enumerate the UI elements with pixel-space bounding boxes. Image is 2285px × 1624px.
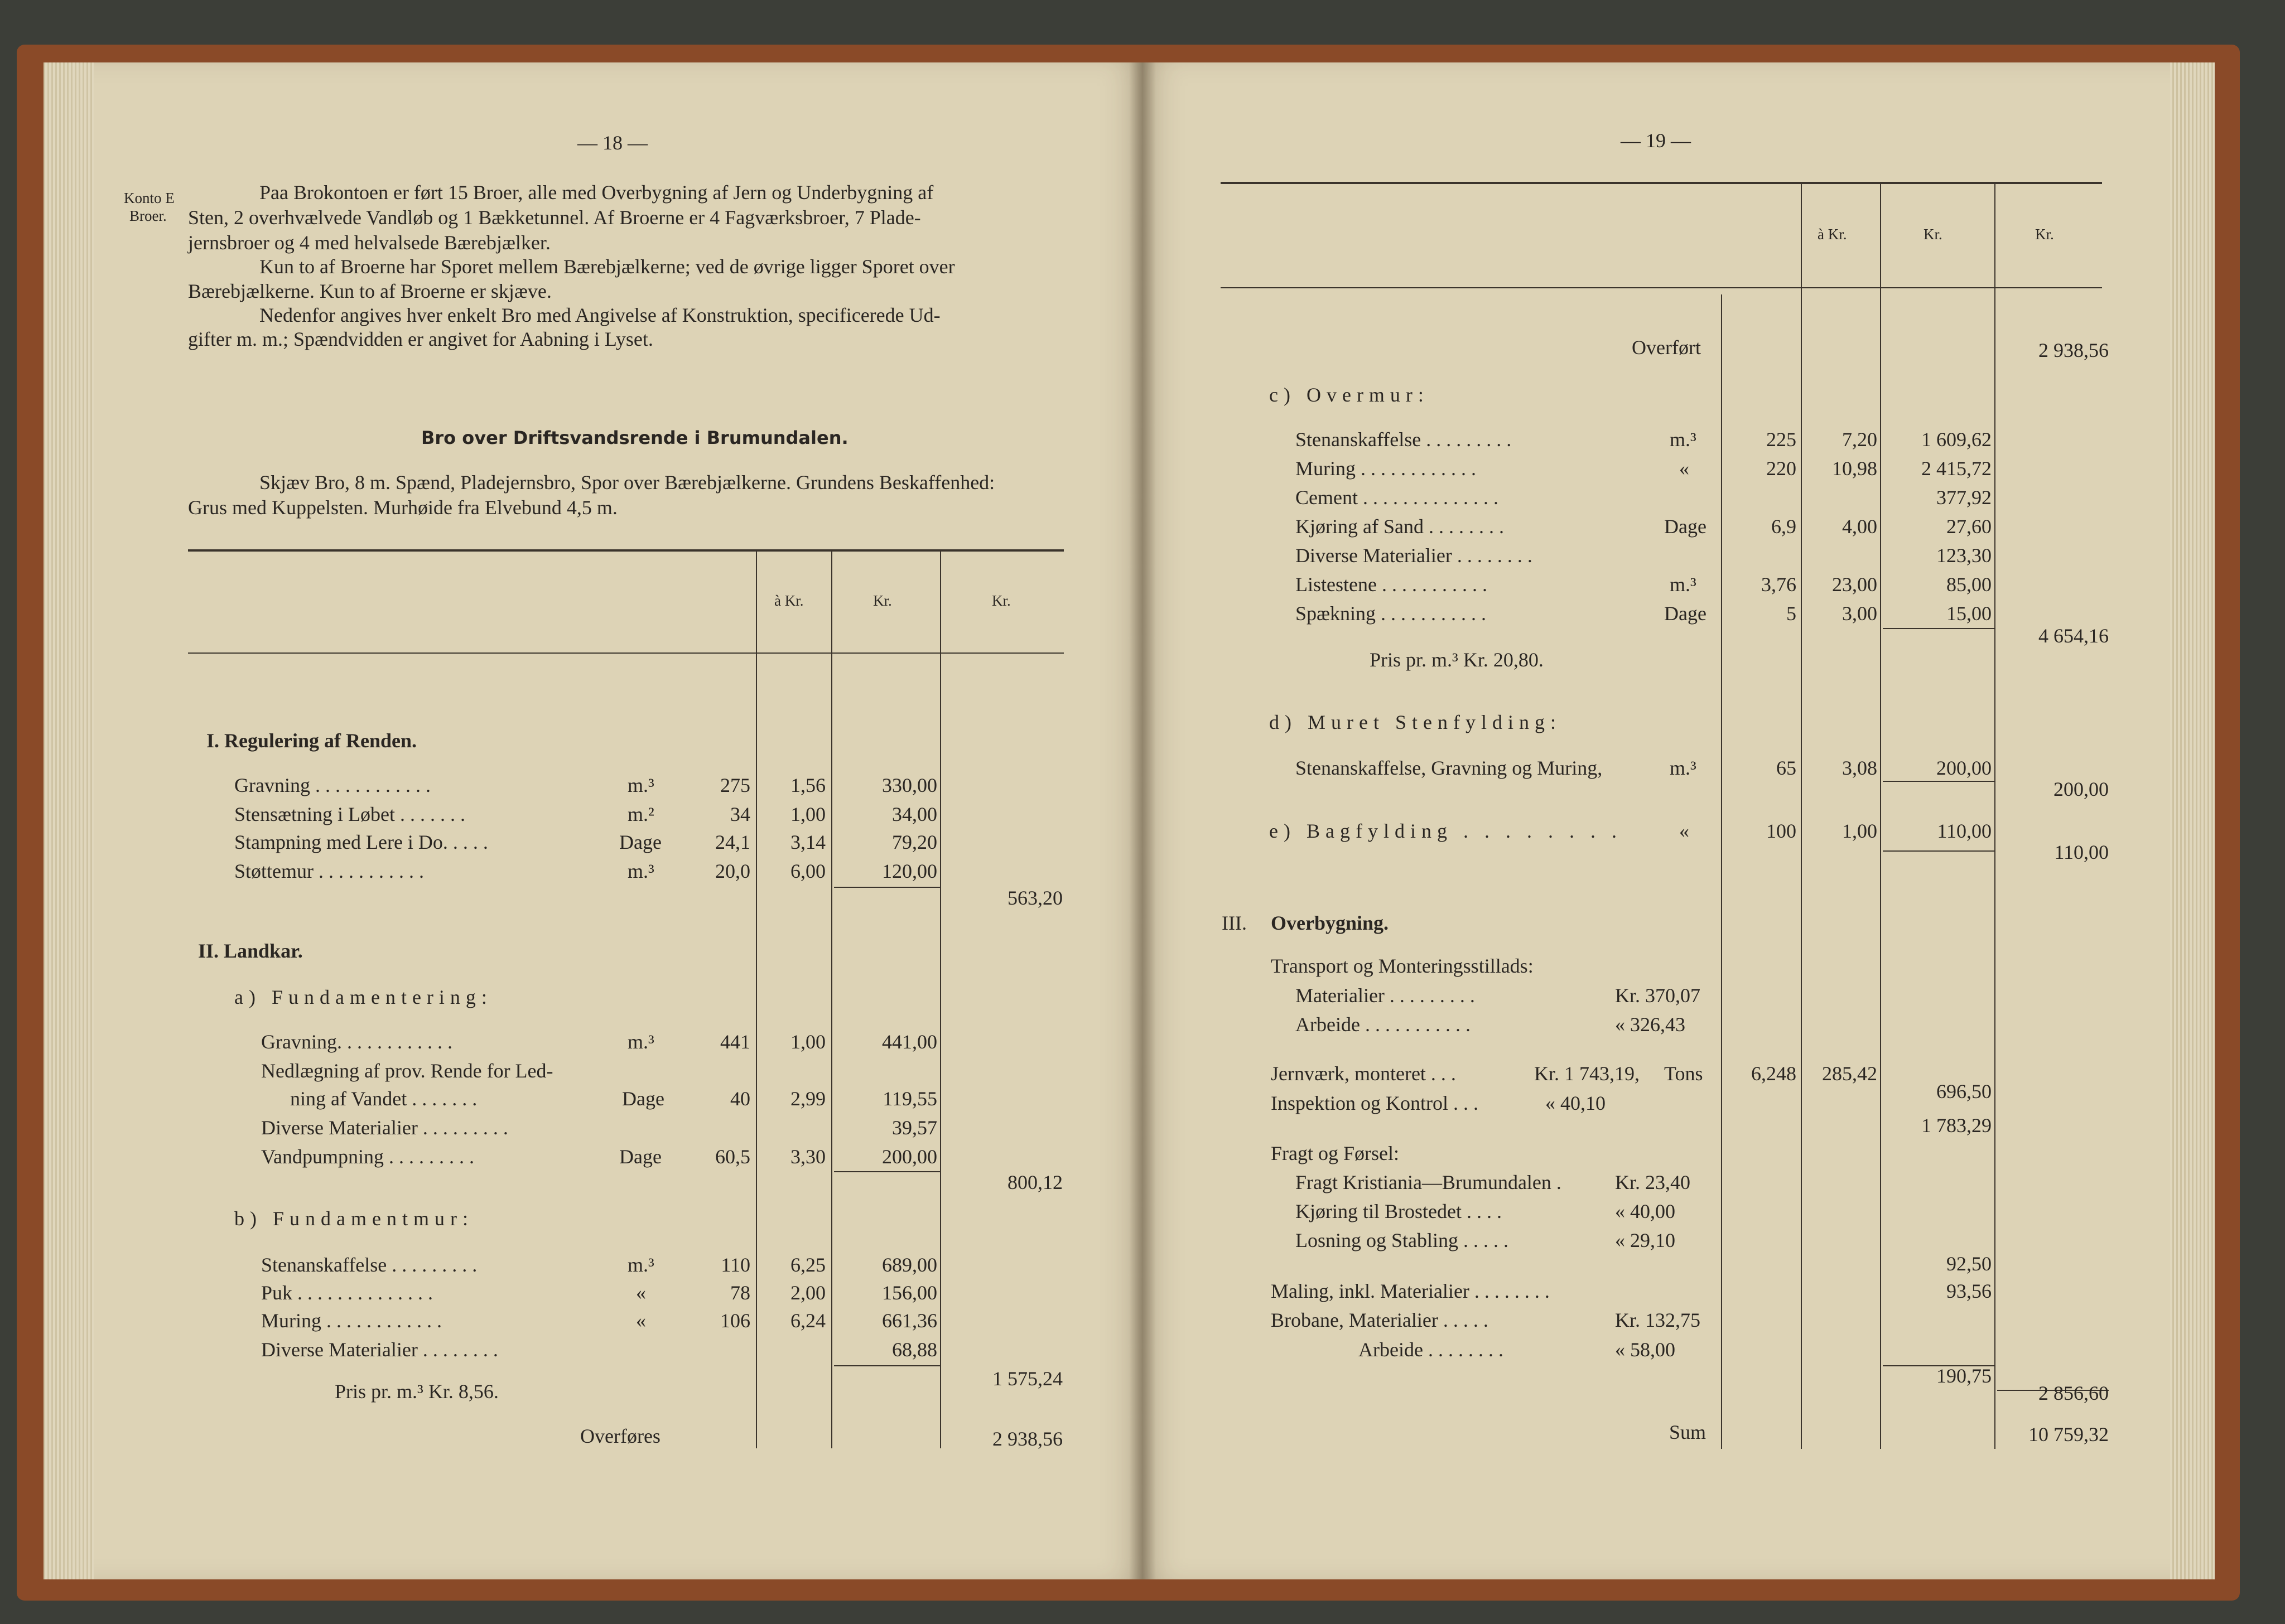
item-amount: 661,36: [882, 1309, 937, 1332]
column-rule: [1880, 183, 1881, 1449]
item-label: Vandpumpning . . . . . . . . .: [261, 1146, 474, 1168]
item-label: Cement . . . . . . . . . . . . . .: [1295, 486, 1498, 509]
section-number: III.: [1222, 912, 1247, 934]
intro-line: Nedenfor angives hver enkelt Bro med Angivelse af Konstruktion, specificerede Ud-: [259, 304, 941, 326]
item-price: 10,98: [1832, 457, 1877, 480]
column-rule: [1994, 183, 1995, 1449]
sum-label: Sum: [1669, 1421, 1706, 1443]
item-unit: Tons: [1664, 1062, 1703, 1085]
section-title: Bro over Driftsvandsrende i Brumundalen.: [421, 427, 849, 448]
table-header-rule: [1221, 287, 2102, 288]
subtotal-rule: [1883, 781, 1994, 782]
item-price: 23,00: [1832, 573, 1877, 596]
item-subamount: « 29,10: [1615, 1229, 1675, 1251]
item-label: Kjøring til Brostedet . . . .: [1295, 1200, 1502, 1222]
item-label: Gravning. . . . . . . . . . . .: [261, 1031, 452, 1053]
bridge-description: Grus med Kuppelsten. Murhøide fra Elvebund 4,5 m.: [188, 496, 618, 519]
table-top-rule: [1221, 182, 2102, 184]
subtotal: 563,20: [1007, 887, 1063, 909]
item-subamount: « 326,43: [1615, 1013, 1685, 1036]
subsection-heading: a) Fundamentering:: [234, 986, 493, 1008]
subtotal: 4 654,16: [2038, 625, 2109, 647]
intro-line: jernsbroer og 4 med helvalsede Bærebjælker.: [188, 231, 551, 254]
subtotal-rule: [834, 887, 940, 888]
column-rule: [1721, 294, 1722, 1449]
left-page-edges: [44, 62, 94, 1579]
item-label: Brobane, Materialier . . . . .: [1271, 1309, 1488, 1331]
subtotal-rule: [834, 1171, 940, 1172]
column-rule: [1801, 183, 1802, 1449]
item-price: 1,00: [790, 1031, 826, 1053]
item-amount: 1 609,62: [1921, 428, 1992, 451]
item-amount: 68,88: [892, 1338, 937, 1361]
item-label: Stenanskaffelse . . . . . . . . .: [261, 1254, 478, 1276]
item-price: 6,25: [790, 1254, 826, 1276]
item-amount: 156,00: [882, 1282, 937, 1304]
item-price: 4,00: [1842, 515, 1877, 538]
item-price: 6,24: [790, 1309, 826, 1332]
item-unit: m.³: [1670, 573, 1696, 596]
item-qty: 110: [721, 1254, 750, 1276]
group-total: 696,50: [1936, 1080, 1992, 1103]
item-label: Muring . . . . . . . . . . . .: [1295, 457, 1476, 480]
item-unit: «: [636, 1309, 646, 1332]
group-heading: Fragt og Førsel:: [1271, 1142, 1399, 1164]
section-heading: I. Regulering af Renden.: [206, 729, 417, 752]
item-amount: 27,60: [1946, 515, 1992, 538]
group-total: 1 783,29: [1921, 1114, 1992, 1137]
sum-value: 10 759,32: [2028, 1423, 2109, 1446]
item-label: Diverse Materialier . . . . . . . .: [261, 1338, 498, 1361]
header-amount: Kr.: [873, 592, 892, 609]
item-qty: 78: [730, 1282, 750, 1304]
subsection-heading: c) Overmur:: [1269, 384, 1429, 406]
item-label: Gravning . . . . . . . . . . . .: [234, 774, 431, 796]
table-top-rule: [188, 549, 1064, 552]
item-price: 285,42: [1822, 1062, 1877, 1085]
item-price: 1,00: [1842, 820, 1877, 842]
group-total: 92,50: [1946, 1253, 1992, 1275]
item-price: 7,20: [1842, 428, 1877, 451]
item-unit: Dage: [619, 831, 662, 853]
item-label: Diverse Materialier . . . . . . . . .: [261, 1116, 508, 1139]
item-amount: 34,00: [892, 803, 937, 825]
item-qty: 106: [720, 1309, 750, 1332]
item-unit: m.³: [1670, 428, 1696, 451]
page-number: — 19 —: [1621, 129, 1691, 152]
item-qty: 5: [1786, 602, 1796, 625]
item-subamount: « 40,00: [1615, 1200, 1675, 1222]
item-amount: 110,00: [1937, 820, 1992, 842]
header-unit-price: à Kr.: [774, 592, 804, 609]
item-label: Inspektion og Kontrol . . .: [1271, 1092, 1478, 1114]
item-subamount: Kr. 23,40: [1615, 1171, 1690, 1193]
item-qty: 225: [1766, 428, 1796, 451]
item-unit: «: [1679, 457, 1689, 480]
item-qty: 6,9: [1771, 515, 1796, 538]
item-amount: 79,20: [892, 831, 937, 853]
item-amount: 441,00: [882, 1031, 937, 1053]
item-label: Listestene . . . . . . . . . . .: [1295, 573, 1487, 596]
item-label: Spækning . . . . . . . . . . .: [1295, 602, 1487, 625]
item-subamount: Kr. 1 743,19,: [1534, 1062, 1640, 1085]
subtotal-rule: [834, 1365, 940, 1366]
item-label: Puk . . . . . . . . . . . . . .: [261, 1282, 433, 1304]
item-subamount: « 40,10: [1545, 1092, 1606, 1114]
item-qty: 3,76: [1761, 573, 1796, 596]
item-label: Støttemur . . . . . . . . . . .: [234, 860, 424, 882]
header-total: Kr.: [992, 592, 1011, 609]
item-qty: 441: [720, 1031, 750, 1053]
item-qty: 100: [1766, 820, 1796, 842]
item-label: Diverse Materialier . . . . . . . .: [1295, 544, 1532, 567]
item-label: Jernværk, monteret . . .: [1271, 1062, 1456, 1085]
item-subamount: « 58,00: [1615, 1338, 1675, 1361]
item-unit: m.³: [628, 860, 654, 882]
subsection-heading: b) Fundamentmur:: [234, 1207, 474, 1230]
item-qty: 60,5: [715, 1146, 750, 1168]
item-unit: m.³: [628, 1031, 654, 1053]
item-amount: 119,55: [883, 1088, 937, 1110]
item-unit: Dage: [1664, 602, 1706, 625]
carry-forward-value: 2 938,56: [992, 1428, 1063, 1450]
price-note: Pris pr. m.³ Kr. 8,56.: [335, 1380, 499, 1403]
item-price: 6,00: [790, 860, 826, 882]
item-subamount: Kr. 132,75: [1615, 1309, 1700, 1331]
table-header-rule: [188, 652, 1064, 654]
column-rule: [756, 550, 757, 1448]
margin-note: Konto E: [124, 190, 175, 206]
group-total: 190,75: [1936, 1365, 1992, 1387]
item-unit: Dage: [619, 1146, 662, 1168]
intro-line: Kun to af Broerne har Sporet mellem Bærebjælkerne; ved de øvrige ligger Sporet over: [259, 255, 955, 278]
item-qty: 220: [1766, 457, 1796, 480]
item-amount: 15,00: [1946, 602, 1992, 625]
item-price: 3,14: [790, 831, 826, 853]
item-qty: 6,248: [1751, 1062, 1796, 1085]
margin-note: Broer.: [129, 207, 167, 224]
item-price: 3,30: [790, 1146, 826, 1168]
item-amount: 330,00: [882, 774, 937, 796]
item-price: 3,08: [1842, 757, 1877, 779]
right-page-edges: [2170, 62, 2215, 1579]
item-unit: m.³: [628, 774, 654, 796]
subtotal: 1 575,24: [992, 1367, 1063, 1390]
item-subamount: Kr. 370,07: [1615, 984, 1700, 1007]
item-qty: 65: [1776, 757, 1796, 779]
carried-label: Overført: [1632, 336, 1701, 359]
item-qty: 34: [730, 803, 750, 825]
item-qty: 24,1: [715, 831, 750, 853]
item-qty: 275: [720, 774, 750, 796]
subtotal-rule: [1883, 628, 1994, 629]
item-label: Nedlægning af prov. Rende for Led-: [261, 1060, 553, 1082]
subtotal: 800,12: [1007, 1171, 1063, 1193]
section-heading: Overbygning.: [1271, 912, 1389, 934]
item-amount: 120,00: [882, 860, 937, 882]
item-price: 3,00: [1842, 602, 1877, 625]
column-rule: [831, 550, 832, 1448]
carry-forward-label: Overføres: [580, 1425, 661, 1447]
item-amount: 123,30: [1936, 544, 1992, 567]
item-label: Stensætning i Løbet . . . . . . .: [234, 803, 465, 825]
header-unit-price: à Kr.: [1818, 226, 1847, 243]
intro-line: Bærebjælkerne. Kun to af Broerne er skjæve.: [188, 280, 552, 302]
item-label: Muring . . . . . . . . . . . .: [261, 1309, 442, 1332]
item-unit: m.³: [628, 1254, 654, 1276]
item-qty: 40: [730, 1088, 750, 1110]
item-unit: «: [636, 1282, 646, 1304]
item-label: Stenanskaffelse . . . . . . . . .: [1295, 428, 1512, 451]
item-amount: 200,00: [1936, 757, 1992, 779]
item-unit: Dage: [1664, 515, 1706, 538]
header-total: Kr.: [2035, 226, 2054, 243]
item-amount: 689,00: [882, 1254, 937, 1276]
book-spine: [1129, 62, 1156, 1579]
item-label: ning af Vandet . . . . . . .: [290, 1088, 478, 1110]
subsection-heading: e) Bagfylding . . . . . . . .: [1269, 820, 1622, 842]
item-amount: 39,57: [892, 1116, 937, 1139]
header-amount: Kr.: [1924, 226, 1942, 243]
section-total: 2 856,60: [2038, 1382, 2109, 1404]
item-amount: 200,00: [882, 1146, 937, 1168]
group-total: 93,56: [1946, 1280, 1992, 1302]
item-qty: 20,0: [715, 860, 750, 882]
item-unit: «: [1679, 820, 1689, 842]
subtotal-rule: [1883, 850, 1994, 852]
item-label: Stenanskaffelse, Gravning og Muring,: [1295, 757, 1603, 779]
item-price: 1,56: [790, 774, 826, 796]
intro-line: gifter m. m.; Spændvidden er angivet for Aabning i Lyset.: [188, 328, 653, 350]
item-amount: 2 415,72: [1921, 457, 1992, 480]
item-amount: 377,92: [1936, 486, 1992, 509]
item-label: Maling, inkl. Materialier . . . . . . . .: [1271, 1280, 1550, 1302]
subsection-heading: d) Muret Stenfylding:: [1269, 711, 1561, 733]
item-price: 1,00: [790, 803, 826, 825]
intro-line: Sten, 2 overhvælvede Vandløb og 1 Bækketunnel. Af Broerne er 4 Fagværksbroer, 7 Plade-: [188, 206, 921, 229]
item-label: Stampning med Lere i Do. . . . .: [234, 831, 488, 853]
subtotal: 110,00: [2054, 841, 2109, 863]
item-price: 2,99: [790, 1088, 826, 1110]
item-label: Materialier . . . . . . . . .: [1295, 984, 1475, 1007]
price-note: Pris pr. m.³ Kr. 20,80.: [1370, 649, 1544, 671]
section-heading: II. Landkar.: [198, 940, 303, 962]
subtotal: 200,00: [2053, 778, 2109, 800]
item-label: Kjøring af Sand . . . . . . . .: [1295, 515, 1504, 538]
item-unit: Dage: [622, 1088, 664, 1110]
item-label: Fragt Kristiania—Brumundalen .: [1295, 1171, 1561, 1193]
item-label: Arbeide . . . . . . . . . . .: [1295, 1013, 1471, 1036]
item-unit: m.³: [1670, 757, 1696, 779]
item-price: 2,00: [790, 1282, 826, 1304]
item-amount: 85,00: [1946, 573, 1992, 596]
group-heading: Transport og Monteringsstillads:: [1271, 955, 1534, 977]
item-unit: m.²: [628, 803, 654, 825]
page-number: — 18 —: [577, 132, 648, 154]
carried-value: 2 938,56: [2038, 339, 2109, 361]
item-label: Losning og Stabling . . . . .: [1295, 1229, 1509, 1251]
item-label: Arbeide . . . . . . . .: [1358, 1338, 1503, 1361]
bridge-description: Skjæv Bro, 8 m. Spænd, Pladejernsbro, Spor over Bærebjælkerne. Grundens Beskaffenhed:: [259, 471, 995, 494]
column-rule: [940, 550, 941, 1448]
intro-line: Paa Brokontoen er ført 15 Broer, alle med Overbygning af Jern og Underbygning af: [259, 181, 934, 204]
